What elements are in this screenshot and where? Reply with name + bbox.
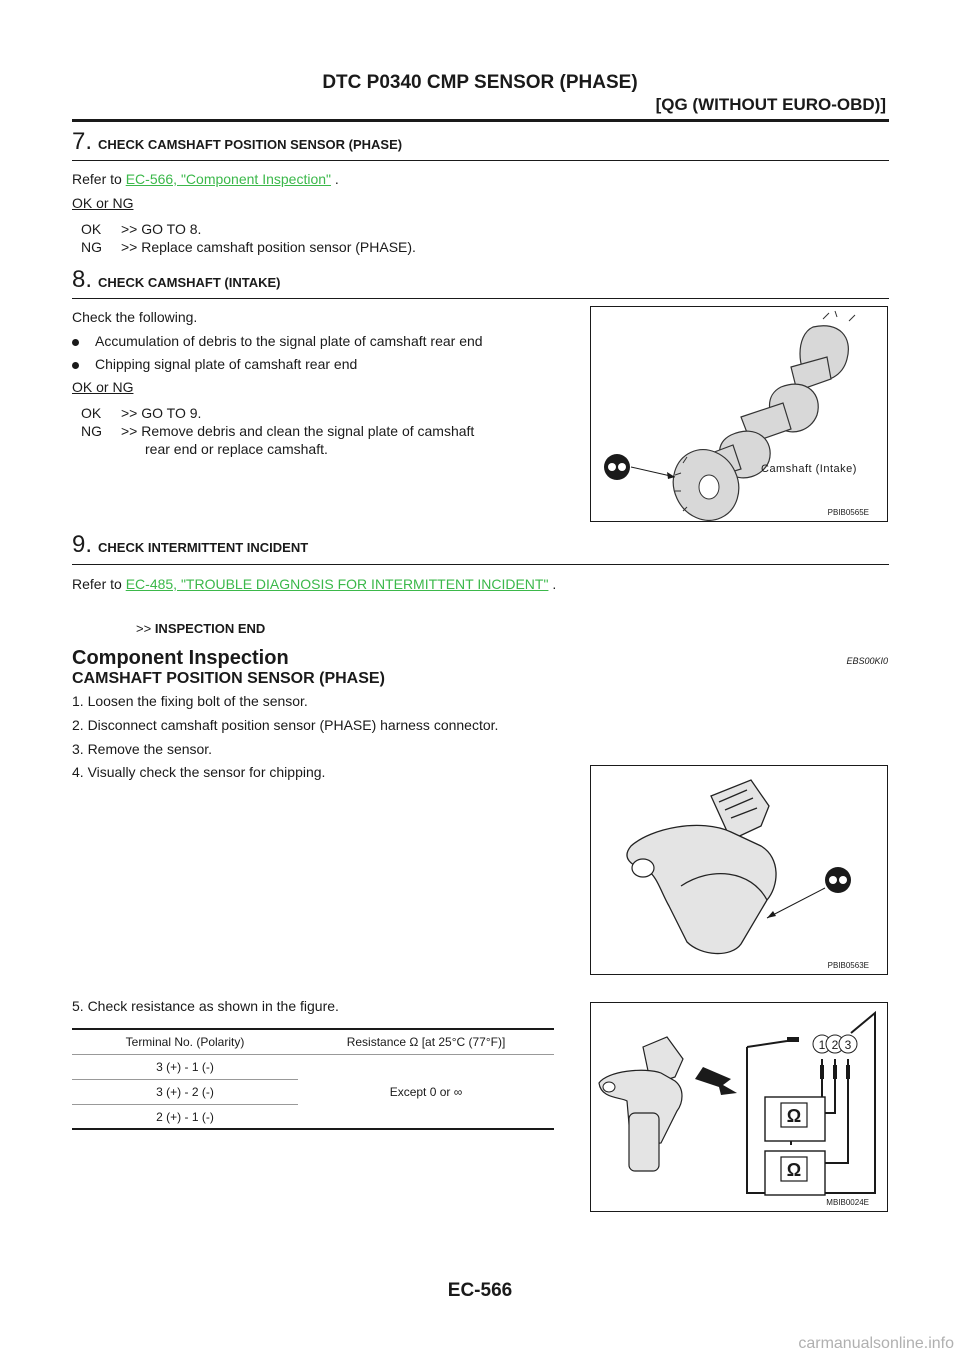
ok-result: >> GO TO 9. (121, 405, 202, 421)
arrow-icon (695, 1067, 737, 1095)
page-subtitle: [QG (WITHOUT EURO-OBD)] (655, 95, 886, 114)
resistance-figure (590, 1002, 888, 1212)
step-9-heading (72, 531, 308, 559)
inspection-end: >> INSPECTION END (136, 621, 266, 636)
ng-label: NG (81, 239, 102, 255)
step-8-heading (72, 266, 280, 294)
watermark: carmanualsonline.info (798, 1335, 954, 1352)
intermittent-incident-link[interactable]: EC-485, "TROUBLE DIAGNOSIS FOR INTERMITTENT INCIDENT" (125, 576, 549, 592)
step-7-title: CHECK CAMSHAFT POSITION SENSOR (PHASE) (98, 137, 403, 152)
table-header (72, 1030, 554, 1055)
component-inspection-title: Component Inspection (72, 647, 289, 669)
resistance-value: Except 0 or ∞ (298, 1055, 554, 1130)
ohm-icon: Ω (786, 1160, 802, 1180)
step-8-number: 8. (72, 266, 93, 293)
ohm-icon: Ω (786, 1106, 802, 1126)
component-inspection-link[interactable]: EC-566, "Component Inspection" (125, 171, 331, 187)
sensor-illustration (591, 766, 887, 974)
step-9-refer: Refer to EC-485, "TROUBLE DIAGNOSIS FOR INTERMITTENT INCIDENT" . (72, 576, 557, 592)
procedure-step-3: 3. Remove the sensor. (72, 741, 213, 757)
step-9-number: 9. (72, 531, 93, 558)
ng-result-cont: rear end or replace camshaft. (145, 441, 328, 457)
step-7-heading (72, 128, 402, 156)
ng-label: NG (81, 423, 102, 439)
sensor-figure (590, 765, 888, 975)
step-9-rule (72, 564, 889, 565)
table-row: 2 (+) - 1 (-) (72, 1105, 554, 1130)
header-resistance: Resistance Ω [at 25°C (77°F)] (298, 1030, 554, 1055)
step-8-results (81, 404, 474, 458)
page-title: DTC P0340 CMP SENSOR (PHASE) (322, 72, 638, 93)
figure-code: PBIB0565E (827, 508, 869, 517)
header-terminal: Terminal No. (Polarity) (72, 1030, 298, 1055)
ng-result: >> Replace camshaft position sensor (PHASE). (121, 239, 416, 255)
table-row: 3 (+) - 1 (-) Except 0 or ∞ (72, 1055, 554, 1080)
camshaft-label: Camshaft (Intake) (761, 463, 857, 475)
procedure-step-5: 5. Check resistance as shown in the figure. (72, 998, 339, 1014)
step-8-intro: Check the following. (72, 309, 198, 325)
camshaft-figure (590, 306, 888, 522)
step-8-okng: OK or NG (72, 379, 134, 395)
procedure-step-2: 2. Disconnect camshaft position sensor (PHASE) harness connector. (72, 717, 499, 733)
camshaft-illustration (591, 307, 887, 521)
inspect-icon (825, 867, 851, 893)
header-rule (72, 119, 889, 122)
table-bottom-rule (72, 1128, 554, 1130)
pin-1-label: 1 (818, 1038, 826, 1052)
step-7-number: 7. (72, 128, 93, 155)
step-9-title: CHECK INTERMITTENT INCIDENT (98, 540, 309, 555)
pin-2-label: 2 (831, 1038, 839, 1052)
procedure-step-1: 1. Loosen the fixing bolt of the sensor. (72, 693, 308, 709)
step-8-bullet-2: Chipping signal plate of camshaft rear end (72, 356, 357, 372)
step-7-rule (72, 160, 889, 161)
resistance-diagram (591, 1003, 887, 1211)
pin-3-label: 3 (844, 1038, 852, 1052)
ng-result: >> Remove debris and clean the signal plate of camshaft (121, 423, 475, 439)
inspect-icon (604, 454, 630, 480)
section-code: EBS00KI0 (846, 656, 888, 666)
step-7-refer: Refer to EC-566, "Component Inspection" . (72, 171, 339, 187)
step-8-rule (72, 298, 889, 299)
step-7-results (81, 220, 416, 256)
component-subtitle: CAMSHAFT POSITION SENSOR (PHASE) (72, 670, 385, 687)
step-8-bullet-1: Accumulation of debris to the signal plate of camshaft rear end (72, 333, 483, 349)
ok-label: OK (81, 405, 102, 421)
ok-label: OK (81, 221, 102, 237)
ok-result: >> GO TO 8. (121, 221, 202, 237)
procedure-step-4: 4. Visually check the sensor for chipping. (72, 764, 326, 780)
page-number: EC-566 (447, 1280, 513, 1301)
step-7-okng: OK or NG (72, 195, 134, 211)
step-8-title: CHECK CAMSHAFT (INTAKE) (98, 275, 281, 290)
figure-code: PBIB0563E (827, 961, 869, 970)
table-row: 3 (+) - 2 (-) (72, 1080, 554, 1105)
figure-code: MBIB0024E (826, 1198, 869, 1207)
resistance-table (72, 1030, 554, 1130)
